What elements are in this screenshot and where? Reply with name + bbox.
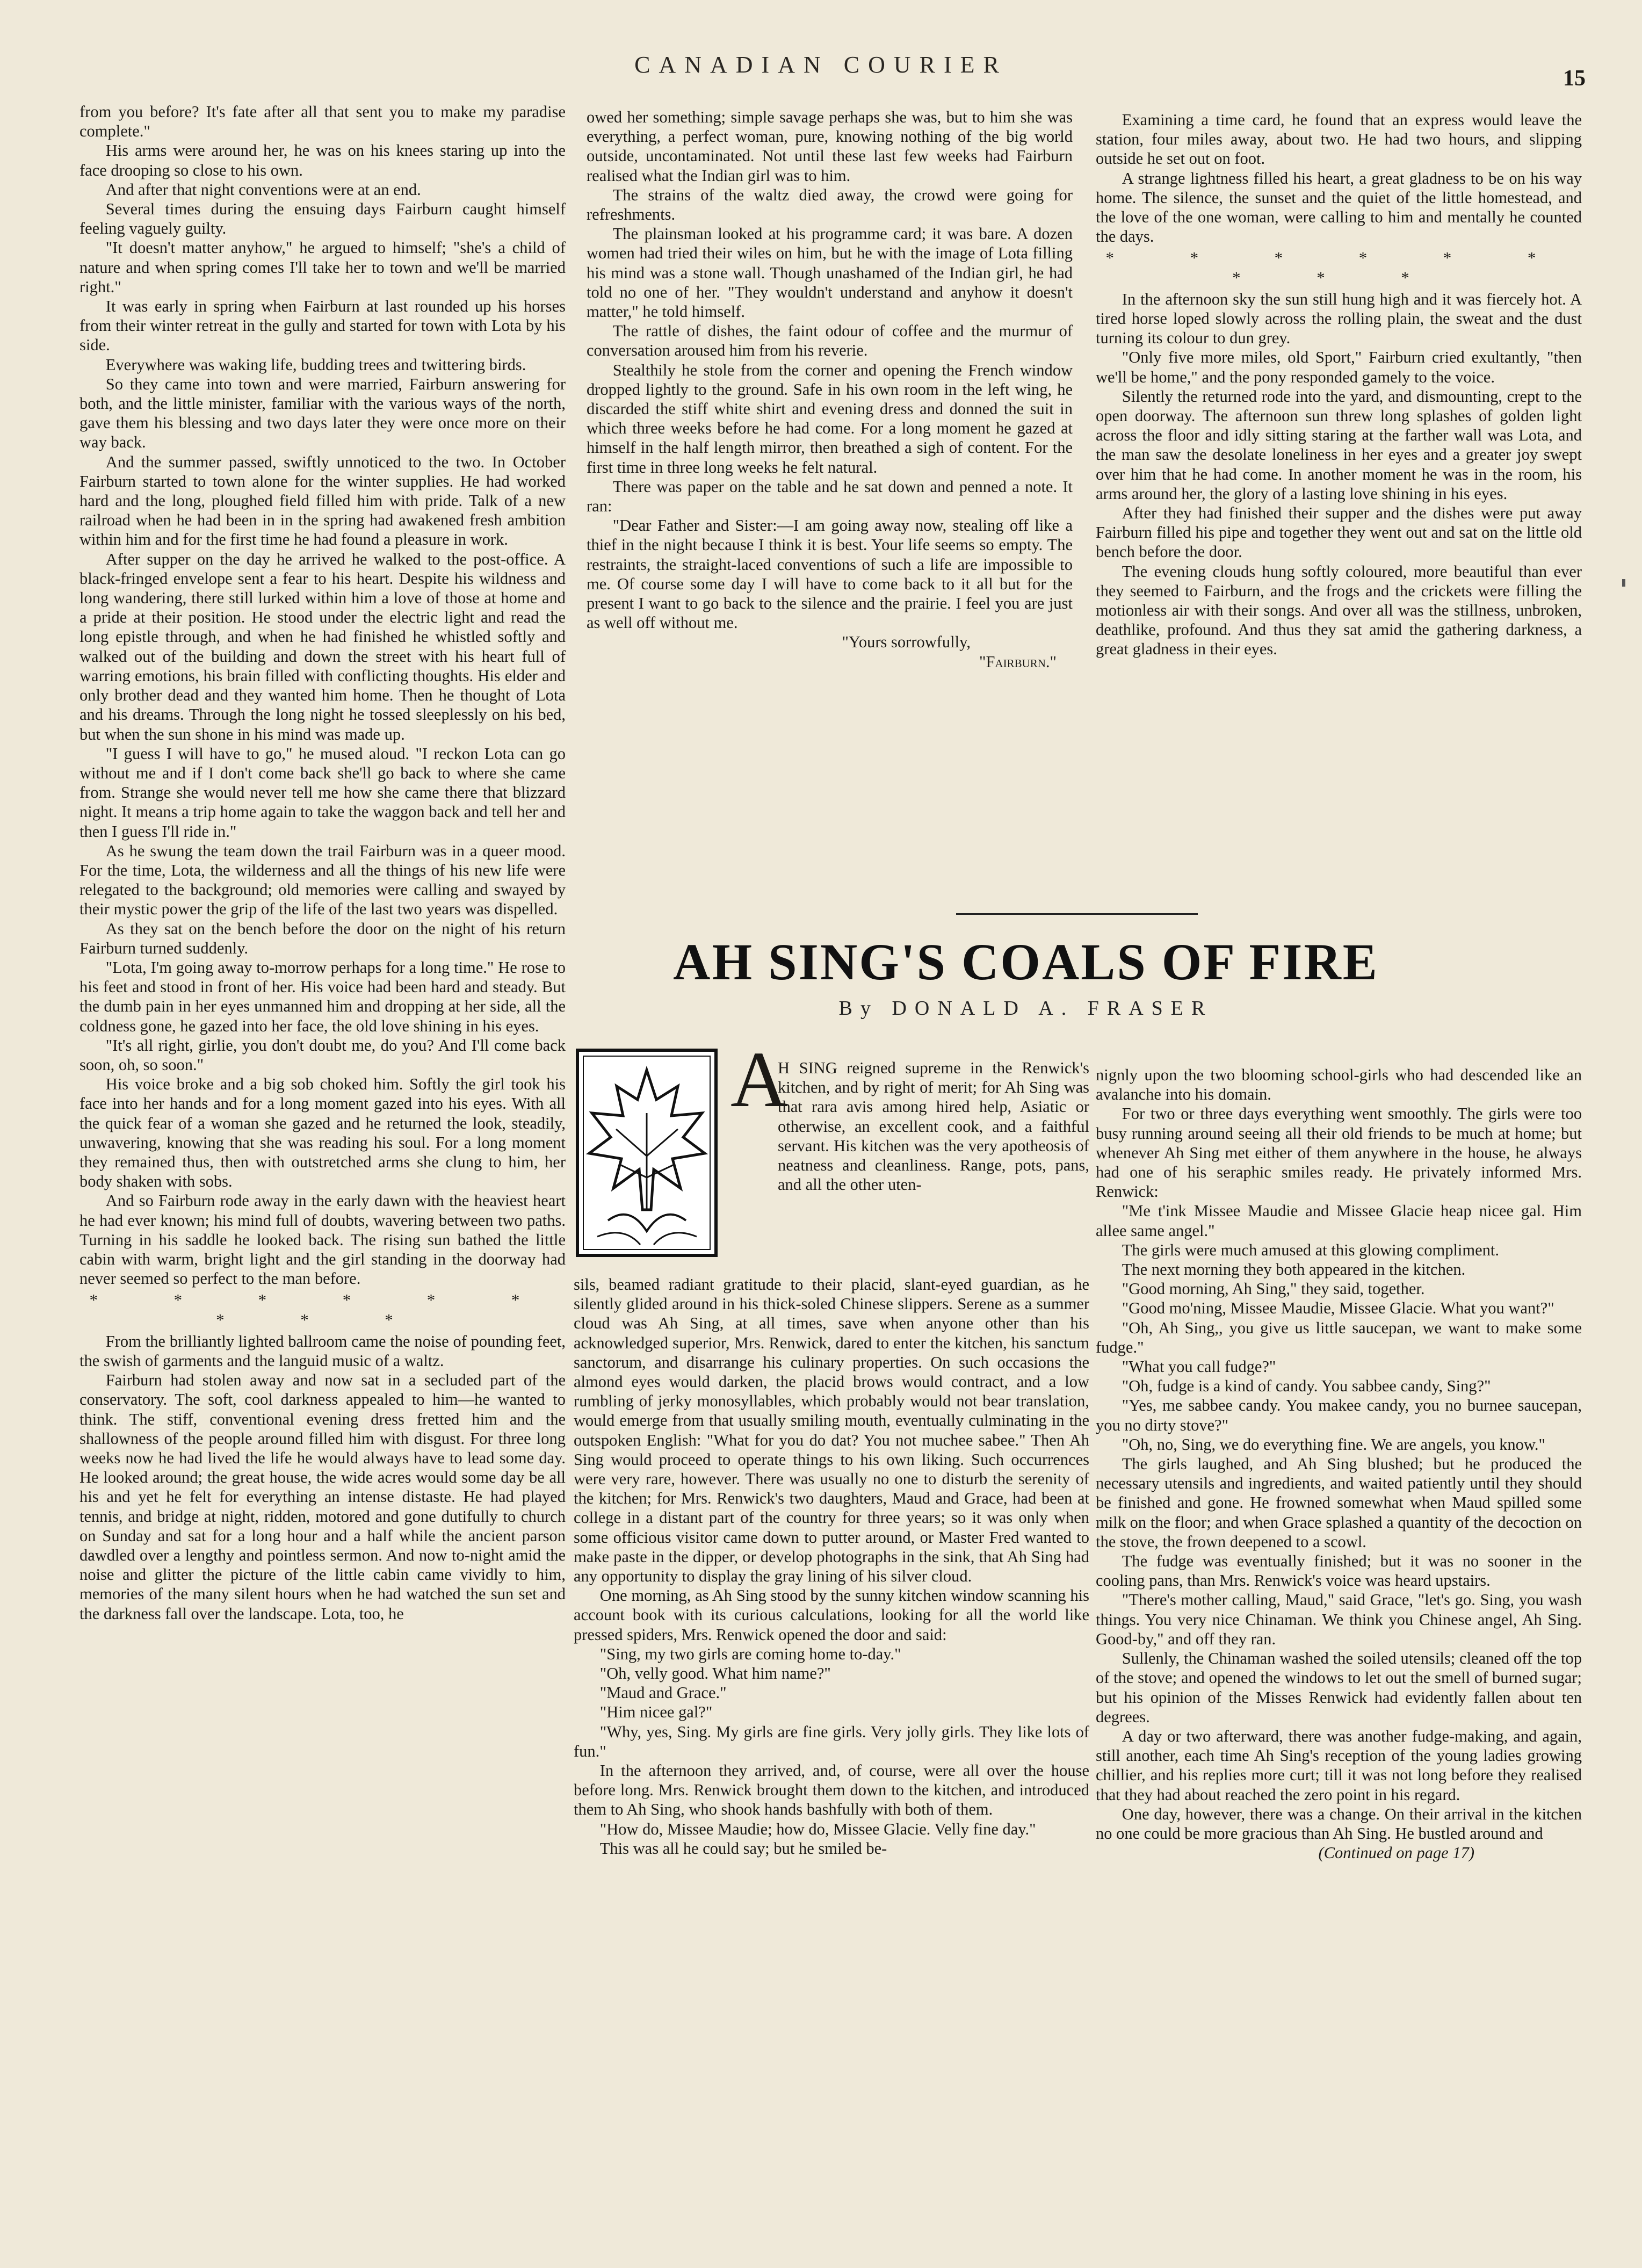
section-break: * * * * * * * * *	[89, 1291, 556, 1329]
paragraph: "Sing, my two girls are coming home to-day."	[599, 1644, 901, 1663]
maple-leaf-ornament	[576, 1049, 718, 1257]
paragraph: And the summer passed, swiftly unnoticed to the two. In October Fairburn started to town alone for the winter supplies. He had worked hard and the long, ploughed field filled him with pride. Talk of a new railroad when he had been in in the spring had awakened fresh ambition within him and for the first time he had found a pleasure in work.	[79, 452, 566, 549]
paragraph: The fudge was eventually finished; but it was no sooner in the cooling pans, than Mrs. Renwick's voice was heard upstairs.	[1096, 1552, 1582, 1590]
paragraph: "It's all right, girlie, you don't doubt me, do you? And I'll come back soon, oh, so soon."	[79, 1036, 566, 1074]
paragraph: It was early in spring when Fairburn at last rounded up his horses from their winter retreat in the gully and started for town with Lota by his side.	[79, 297, 566, 355]
paragraph: "Why, yes, Sing. My girls are fine girls. Very jolly girls. They like lots of fun."	[574, 1722, 1089, 1760]
page-header: CANADIAN COURIER	[634, 52, 1008, 78]
continued-note: (Continued on page 17)	[1318, 1844, 1474, 1862]
paragraph: The evening clouds hung softly coloured, more beautiful than ever they seemed to Fairburn, and the frogs and the crickets were filling the motionless air with their songs. And over all was the stillness, unbroken, deathlike, profound. And thus they sat amid the gathering darkness, a great gladness in their eyes.	[1096, 562, 1582, 659]
paragraph: "Me t'ink Missee Maudie and Missee Glacie heap nicee gal. Him allee same angel."	[1096, 1202, 1582, 1240]
paragraph: "Oh, Ah Sing,, you give us little saucepan, we want to make some fudge."	[1096, 1318, 1582, 1356]
paragraph: "Lota, I'm going away to-morrow perhaps for a long time." He rose to his feet and stood in front of her. His voice had been hard and steady. But the dumb pain in her eyes unmanned him and dropping at her side, all the coldness gone, he gazed into her face, the old love shining in his eyes.	[79, 958, 566, 1035]
paragraph: One day, however, there was a change. On their arrival in the kitchen no one could be more gracious than Ah Sing. He bustled around and	[1096, 1804, 1582, 1843]
paragraph: As they sat on the bench before the door on the night of his return Fairburn turned suddenly.	[79, 919, 566, 957]
divider-rule	[956, 913, 1198, 915]
paragraph: And so Fairburn rode away in the early dawn with the heaviest heart he had ever known; his mind full of doubts, wavering between two paths. Turning in his saddle he looked back. The rising sun bathed the little cabin with warm, bright light and the girl standing in the doorway had never seemed so perfect to the man before.	[79, 1191, 566, 1288]
story-byline: By DONALD A. FRASER	[838, 997, 1213, 1020]
paragraph: "Oh, velly good. What him name?"	[599, 1664, 831, 1683]
paragraph: Several times during the ensuing days Fairburn caught himself feeling vaguely guilty.	[79, 200, 566, 238]
paragraph: This was all he could say; but he smiled be-	[599, 1839, 887, 1858]
letter-signature: "Fairburn."	[979, 652, 1057, 671]
paragraph: So they came into town and were married, Fairburn answering for both, and the little minister, familiar with the various ways of the north, gave them his blessing and two days later they were once more on their way back.	[79, 374, 566, 452]
paragraph: "It doesn't matter anyhow," he argued to himself; "she's a child of nature and when spring comes I'll take her to town and we'll be married right."	[79, 239, 566, 296]
section-break: * * * * * * * * *	[1105, 249, 1572, 287]
paragraph: In the afternoon sky the sun still hung high and it was fiercely hot. A tired horse loped slowly across the rolling plain, the sweat and the dust turning its colour to dun grey.	[1096, 290, 1582, 348]
paragraph: "Maud and Grace."	[599, 1684, 727, 1702]
paragraph: "Good mo'ning, Missee Maudie, Missee Glacie. What you want?"	[1122, 1299, 1554, 1318]
paragraph: From the brilliantly lighted ballroom came the noise of pounding feet, the swish of garments and the languid music of a waltz.	[79, 1332, 566, 1370]
paragraph: In the afternoon they arrived, and, of course, were all over the house before long. Mrs. Renwick brought them down to the kitchen, and introduced them to Ah Sing, who shook hands bashfully with both of them.	[574, 1761, 1089, 1819]
paragraph: The girls were much amused at this glowing compliment.	[1122, 1240, 1499, 1259]
paragraph: "There's mother calling, Maud," said Grace, "let's go. Sing, you wash things. You very nice Chinaman. We think you Chinese angel, Ah Sing. Good-by," and off they ran.	[1096, 1591, 1582, 1648]
paragraph: "How do, Missee Maudie; how do, Missee Glacie. Velly fine day."	[599, 1819, 1036, 1838]
page-number: 15	[1563, 66, 1586, 91]
paragraph: sils, beamed radiant gratitude to their placid, slant-eyed guardian, as he silently glided around in his thick-soled Chinese slippers. Serene as a summer cloud was Ah Sing, at all times, save when anyone other than his acknowledged superior, Mrs. Renwick, dared to enter the kitchen, his sanctum sanctorum, and disarrange his culinary properties. On such occasions the almond eyes would darken, the placid brows would contract, and a low rumbling of jerky monosyllables, which probably would not bear translation, would emerge from that usually smiling mouth, eventually culminating in the outspoken English: "What for you do dat? You not muchee sabee." Then Ah Sing would proceed to operate things to his own liking. Such occurrences were very rare, however. There was usually no one to disturb the serenity of the kitchen; for Mrs. Renwick's two daughters, Maud and Grace, had been at college in a distant part of the country for three years; so it was only when some officious visitor came down to putter around, or Master Fred wanted to make paste in the dipper, or develop photographs in the sink, that Ah Sing had any opportunity to display the gray lining of his silver cloud.	[574, 1275, 1089, 1586]
paragraph: "Yes, me sabbee candy. You makee candy, you no burnee saucepan, you no dirty stove?"	[1096, 1396, 1582, 1434]
paragraph: "Oh, no, Sing, we do everything fine. We are angels, you know."	[1122, 1435, 1545, 1454]
margin-mark	[1622, 579, 1625, 587]
column-2	[587, 107, 1073, 671]
paragraph: "Only five more miles, old Sport," Fairburn cried exultantly, "then we'll be home," and the pony responded gamely to the voice.	[1096, 348, 1582, 386]
paragraph: His voice broke and a big sob choked him. Softly the girl took his face into her hands and for a long moment gazed into his eyes. With all the quick fear of a woman she gazed and he returned the look, steadily, unwavering, knowing that she was reading his soul. For a long moment they remained thus, then with outstretched arms she clung to him, her body shaken with sobs.	[79, 1075, 566, 1191]
paragraph: The rattle of dishes, the faint odour of coffee and the murmur of conversation aroused him from his reverie.	[587, 322, 1073, 360]
paragraph: Silently the returned rode into the yard, and dismounting, crept to the open doorway. The afternoon sun threw long splashes of golden light across the floor and idly sitting staring at the farther wall was Lota, and the man saw the desolate loneliness in her eyes and a greater joy swept over him that he had come. In another moment he was in the room, his arms around her, the glory of a lasting love shining in his eyes.	[1096, 387, 1582, 503]
paragraph: Fairburn had stolen away and now sat in a secluded part of the conservatory. The soft, cool darkness appealed to him—he wanted to think. The stiff, conventional evening dress fretted him and the shallowness of the people around filled him with disgust. For three long weeks now he had lived the life he would always have to lead some day. He looked around; the great house, the wide acres would some day be all his and yet he felt for everything an intense distaste. He had played tennis, and bridge at night, ridden, motored and gone dutifully to church on Sunday and sat for a long hour and a half while the ancient parson dawdled over a lengthy and pointless sermon. And now to-night amid the noise and glitter the picture of the little cabin came vividly to him, memories of the many silent hours when he had watched the sun set and the darkness fall over the landscape. Lota, too, he	[79, 1371, 566, 1623]
paragraph: After supper on the day he arrived he walked to the post-office. A black-fringed envelope sent a fear to his heart. Despite his wildness and long wandering, there still lurked within him a love of those at home and a pride at their position. He stood under the electric light and read the long epistle through, and when he had finished he whistled softly and walked out of the building and down the street with his heart full of warring emotions, his brain filled with conflicting thoughts. His elder and only brother dead and they wanted him home. Then he thought of Lota and his dreams. Through the long night he tossed sleeplessly on his bed, but when the sun shone in his mind was made up.	[79, 550, 566, 743]
paragraph: One morning, as Ah Sing stood by the sunny kitchen window scanning his account book with its curious calculations, looking for all the world like pressed spiders, Mrs. Renwick opened the door and said:	[574, 1586, 1089, 1644]
paragraph: H SING reigned supreme in the Renwick's kitchen, and by right of merit; for Ah Sing was that rara avis among hired help, Asiatic or otherwise, an excellent cook, and a faithful servant. His kitchen was the very apotheosis of neatness and cleanliness. Range, pots, pans, and all the other uten-	[778, 1059, 1089, 1194]
paragraph: For two or three days everything went smoothly. The girls were too busy running around seeing all their old friends to be much at home; but whenever Ah Sing met either of them anywhere in the house, he always had one of his seraphic smiles ready. He privately informed Mrs. Renwick:	[1096, 1104, 1582, 1201]
paragraph: owed her something; simple savage perhaps she was, but to him she was everything, a perfect woman, pure, knowing nothing of the big world outside, uncontaminated. Not until these last few weeks had Fairburn realised what the Indian girl was to him.	[587, 108, 1073, 185]
paragraph: A day or two afterward, there was another fudge-making, and again, still another, each time Ah Sing's reception of the young ladies growing chillier, and his replies more curt; till it was not long before they realised that they had about reached the zero point in his regard.	[1096, 1727, 1582, 1804]
paragraph: His arms were around her, he was on his knees staring up into the face drooping so close to his own.	[79, 141, 566, 179]
column-1	[79, 102, 566, 1623]
paragraph: from you before? It's fate after all that sent you to make my paradise complete."	[79, 103, 566, 141]
paragraph: There was paper on the table and he sat down and penned a note. It ran:	[587, 477, 1073, 516]
letter-closing: "Yours sorrowfully,	[842, 633, 971, 652]
letter-text: "Dear Father and Sister:—I am going away now, stealing off like a thief in the night because I think it is best. Your life seems so empty. The restraints, the straight-laced conventions of such a life are impossible to me. Of course some day I will have to come back to it all but for the present I want to go back to the silence and the prairie. I feel you are just as well off without me.	[587, 516, 1073, 632]
story-column-2	[1096, 1065, 1582, 1862]
paragraph: Everywhere was waking life, budding trees and twittering birds.	[105, 355, 526, 374]
maple-leaf-icon	[576, 1049, 718, 1257]
paragraph: "Him nicee gal?"	[599, 1703, 713, 1722]
paragraph: "Good morning, Ah Sing," they said, together.	[1122, 1280, 1425, 1298]
paragraph: Stealthily he stole from the corner and opening the French window dropped lightly to the ground. Safe in his own room in the left wing, he discarded the stiff white shirt and evening dress and donned the suit in which three weeks before he had come. For a long moment he gazed at himself in the half length mirror, then breathed a sigh of content. For the first time in three long weeks he felt natural.	[587, 360, 1073, 476]
paragraph: After they had finished their supper and the dishes were put away Fairburn filled his pipe and together they went out and sat on the little old bench before the door.	[1096, 504, 1582, 561]
paragraph: The next morning they both appeared in the kitchen.	[1122, 1260, 1466, 1279]
paragraph: "Oh, fudge is a kind of candy. You sabbee candy, Sing?"	[1122, 1377, 1491, 1396]
paragraph: The girls laughed, and Ah Sing blushed; but he produced the necessary utensils and ingredients, and waited patiently until they should be finished and gone. He frowned somewhat when Maud spilled some milk on the floor; and when Grace splashed a quantity of the decoction on the stove, the frown deepened to a scowl.	[1096, 1455, 1582, 1551]
paragraph: A strange lightness filled his heart, a great gladness to be on his way home. The silence, the sunset and the quiet of the little homestead, and the love of the one woman, were calling to him and mentally he counted the days.	[1096, 169, 1582, 246]
paragraph: The strains of the waltz died away, the crowd were going for refreshments.	[587, 185, 1073, 224]
story-title: AH SING'S COALS OF FIRE	[673, 933, 1379, 991]
column-3	[1096, 110, 1582, 659]
paragraph: nignly upon the two blooming school-girls who had descended like an avalanche into his domain.	[1096, 1066, 1582, 1104]
paragraph: Examining a time card, he found that an express would leave the station, four miles away, about two. He had two hours, and slipping outside he set out on foot.	[1096, 111, 1582, 168]
paragraph: "I guess I will have to go," he mused aloud. "I reckon Lota can go without me and if I don't come back she'll go back to where she came from. Strange she would never tell me how she came there that blizzard night. It means a trip home again to take the waggon back and tell her and then I guess I'll ride in."	[79, 744, 566, 841]
drop-letter: A	[730, 1036, 788, 1124]
paragraph: Sullenly, the Chinaman washed the soiled utensils; cleaned off the top of the stove; and opened the windows to let out the smell of burned sugar; but his opinion of the Misses Renwick had evidently fallen about ten degrees.	[1096, 1649, 1582, 1726]
paragraph: And after that night conventions were at an end.	[105, 180, 421, 199]
paragraph: "What you call fudge?"	[1122, 1357, 1276, 1376]
story-column-1	[574, 1275, 1089, 1858]
paragraph: The plainsman looked at his programme card; it was bare. A dozen women had tried their wiles on him, but he with the image of Lota filling his mind was a stone wall. Though unashamed of the Indian girl, he had told no one of her. "They wouldn't understand and anyhow it doesn't matter," he told himself.	[587, 225, 1073, 321]
story-opening	[778, 1058, 1089, 1194]
paragraph: As he swung the team down the trail Fairburn was in a queer mood. For the time, Lota, the wilderness and all the things of his new life were relegated to the background; old memories were calling and swayed by their mystic power the grip of the life of the last two years was dispelled.	[79, 841, 566, 919]
